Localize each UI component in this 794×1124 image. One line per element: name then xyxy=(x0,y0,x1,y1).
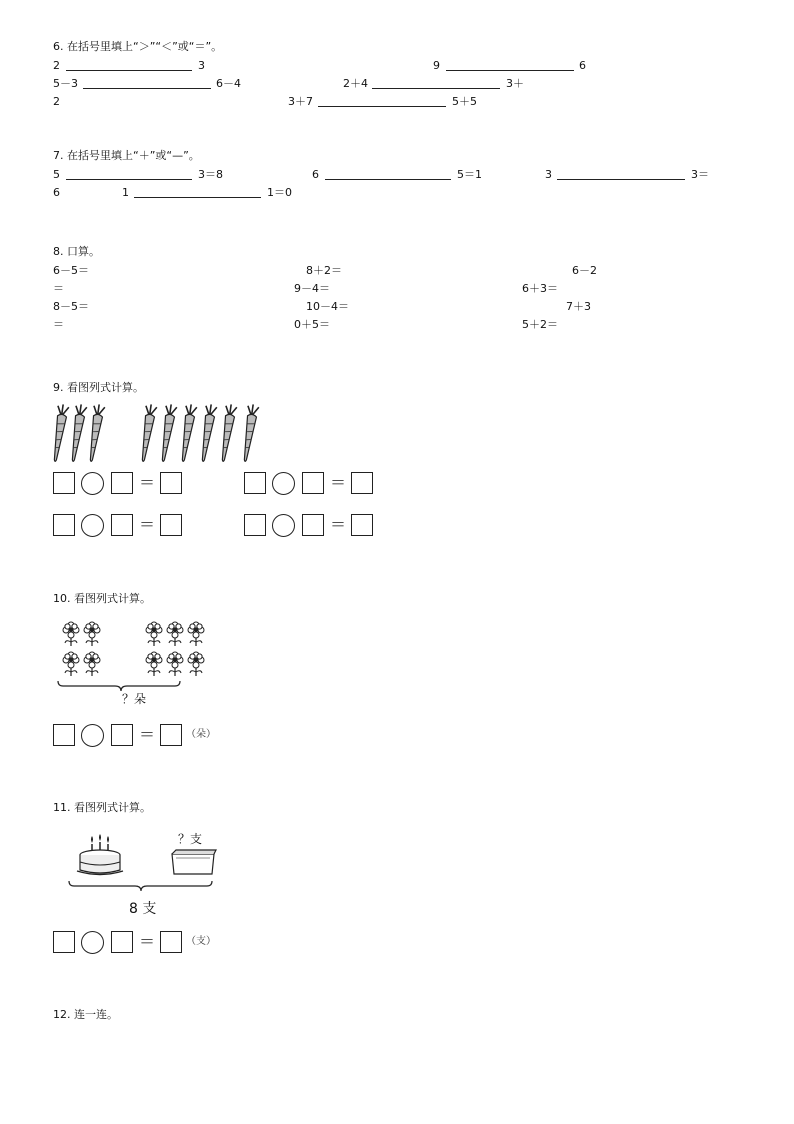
flower-icon xyxy=(188,622,204,646)
answer-box[interactable] xyxy=(111,472,133,494)
q10-title: 10. 看图列式计算。 xyxy=(53,592,151,605)
operator-circle[interactable] xyxy=(81,472,104,495)
operator-circle[interactable] xyxy=(272,514,295,537)
q6-item4-right: 3＋ xyxy=(506,77,524,90)
brace xyxy=(57,679,187,693)
q6-item2-blank[interactable] xyxy=(446,59,574,71)
equals-sign: ＝ xyxy=(139,932,156,951)
operator-circle[interactable] xyxy=(272,472,295,495)
q8-item: 9－4＝ xyxy=(294,282,330,295)
candle-box-icon xyxy=(169,848,217,878)
q8-item: 6－2 xyxy=(572,264,597,277)
flower-icon xyxy=(146,652,162,676)
flower-icon xyxy=(146,622,162,646)
q6-item3-left: 5－3 xyxy=(53,77,78,90)
answer-box[interactable] xyxy=(160,514,182,536)
q6-item1-blank[interactable] xyxy=(66,59,192,71)
carrot-icon xyxy=(218,404,237,462)
q9-title: 9. 看图列式计算。 xyxy=(53,381,144,394)
q8-item: 8－5＝ xyxy=(53,300,89,313)
flower-icon xyxy=(84,652,100,676)
q6-item2-left: 9 xyxy=(433,59,440,72)
flower-icon xyxy=(167,622,183,646)
answer-box[interactable] xyxy=(351,472,373,494)
equals-sign: ＝ xyxy=(330,473,347,492)
answer-box[interactable] xyxy=(302,472,324,494)
q7-title: 7. 在括号里填上“＋”或“—”。 xyxy=(53,149,200,162)
flower-icon xyxy=(84,622,100,646)
q7-item2-left: 6 xyxy=(312,168,319,181)
q6-item4-blank[interactable] xyxy=(372,77,500,89)
flower-icon xyxy=(167,652,183,676)
q7-item1-right: 3＝8 xyxy=(198,168,223,181)
q12-title: 12. 连一连。 xyxy=(53,1008,118,1021)
q8-item: 6＋3＝ xyxy=(522,282,558,295)
answer-box[interactable] xyxy=(302,514,324,536)
answer-box[interactable] xyxy=(53,724,75,746)
q6-item4-left: 2＋4 xyxy=(343,77,368,90)
q6-item2-right: 6 xyxy=(579,59,586,72)
answer-box[interactable] xyxy=(244,514,266,536)
q11-title: 11. 看图列式计算。 xyxy=(53,801,151,814)
flower-icon xyxy=(63,622,79,646)
carrot-icon xyxy=(198,404,217,462)
q7-item4-left: 6 xyxy=(53,186,60,199)
q6-item5-left: 2 xyxy=(53,95,60,108)
answer-box[interactable] xyxy=(111,931,133,953)
q8-item: ＝ xyxy=(53,282,64,295)
q6-item3-blank[interactable] xyxy=(83,77,211,89)
brace xyxy=(68,879,218,893)
q8-item: 0＋5＝ xyxy=(294,318,330,331)
answer-box[interactable] xyxy=(160,931,182,953)
carrot-icon xyxy=(178,404,197,462)
q7-item2-right: 5＝1 xyxy=(457,168,482,181)
q8-item: 6－5＝ xyxy=(53,264,89,277)
operator-circle[interactable] xyxy=(81,724,104,747)
q7-item2-blank[interactable] xyxy=(325,168,451,180)
q6-item1-left: 2 xyxy=(53,59,60,72)
q8-item: 8＋2＝ xyxy=(306,264,342,277)
carrot-icon xyxy=(68,404,87,462)
answer-box[interactable] xyxy=(111,724,133,746)
q6-item6-blank[interactable] xyxy=(318,95,446,107)
answer-box[interactable] xyxy=(351,514,373,536)
unit-label: （朵） xyxy=(186,729,216,740)
q6-item3-right: 6－4 xyxy=(216,77,241,90)
q6-item6-left: 3＋7 xyxy=(288,95,313,108)
flower-icon xyxy=(63,652,79,676)
q11-brace-label: 8 支 xyxy=(129,901,157,917)
equals-sign: ＝ xyxy=(139,725,156,744)
answer-box[interactable] xyxy=(244,472,266,494)
carrot-icon xyxy=(138,404,157,462)
q8-item: 5＋2＝ xyxy=(522,318,558,331)
q7-item5-blank[interactable] xyxy=(134,186,261,198)
q6-item6-right: 5＋5 xyxy=(452,95,477,108)
q8-item: ＝ xyxy=(53,318,64,331)
q7-item3-right: 3＝ xyxy=(691,168,709,181)
birthday-cake-icon xyxy=(76,834,136,879)
q11-question-label: ？支 xyxy=(178,832,203,846)
answer-box[interactable] xyxy=(160,724,182,746)
q7-item5-right: 1＝0 xyxy=(267,186,292,199)
answer-box[interactable] xyxy=(160,472,182,494)
q6-title: 6. 在括号里填上“＞”“＜”或“＝”。 xyxy=(53,40,223,53)
q7-item3-left: 3 xyxy=(545,168,552,181)
unit-label: （支） xyxy=(186,936,216,947)
answer-box[interactable] xyxy=(111,514,133,536)
q8-item: 10－4＝ xyxy=(306,300,349,313)
equals-sign: ＝ xyxy=(139,473,156,492)
carrot-icon xyxy=(240,404,259,462)
q8-title: 8. 口算。 xyxy=(53,245,100,258)
carrot-icon xyxy=(86,404,105,462)
q7-item1-left: 5 xyxy=(53,168,60,181)
flower-icon xyxy=(188,652,204,676)
equals-sign: ＝ xyxy=(139,515,156,534)
q8-item: 7＋3 xyxy=(566,300,591,313)
answer-box[interactable] xyxy=(53,931,75,953)
carrots-illustration xyxy=(50,404,270,464)
operator-circle[interactable] xyxy=(81,931,104,954)
carrot-icon xyxy=(50,404,69,462)
q7-item5-left: 1 xyxy=(122,186,129,199)
q7-item1-blank[interactable] xyxy=(66,168,192,180)
carrot-icon xyxy=(158,404,177,462)
operator-circle[interactable] xyxy=(81,514,104,537)
q10-brace-label: ？朵 xyxy=(122,692,147,706)
q7-item3-blank[interactable] xyxy=(557,168,685,180)
equals-sign: ＝ xyxy=(330,515,347,534)
answer-box[interactable] xyxy=(53,514,75,536)
q6-item1-right: 3 xyxy=(198,59,205,72)
answer-box[interactable] xyxy=(53,472,75,494)
